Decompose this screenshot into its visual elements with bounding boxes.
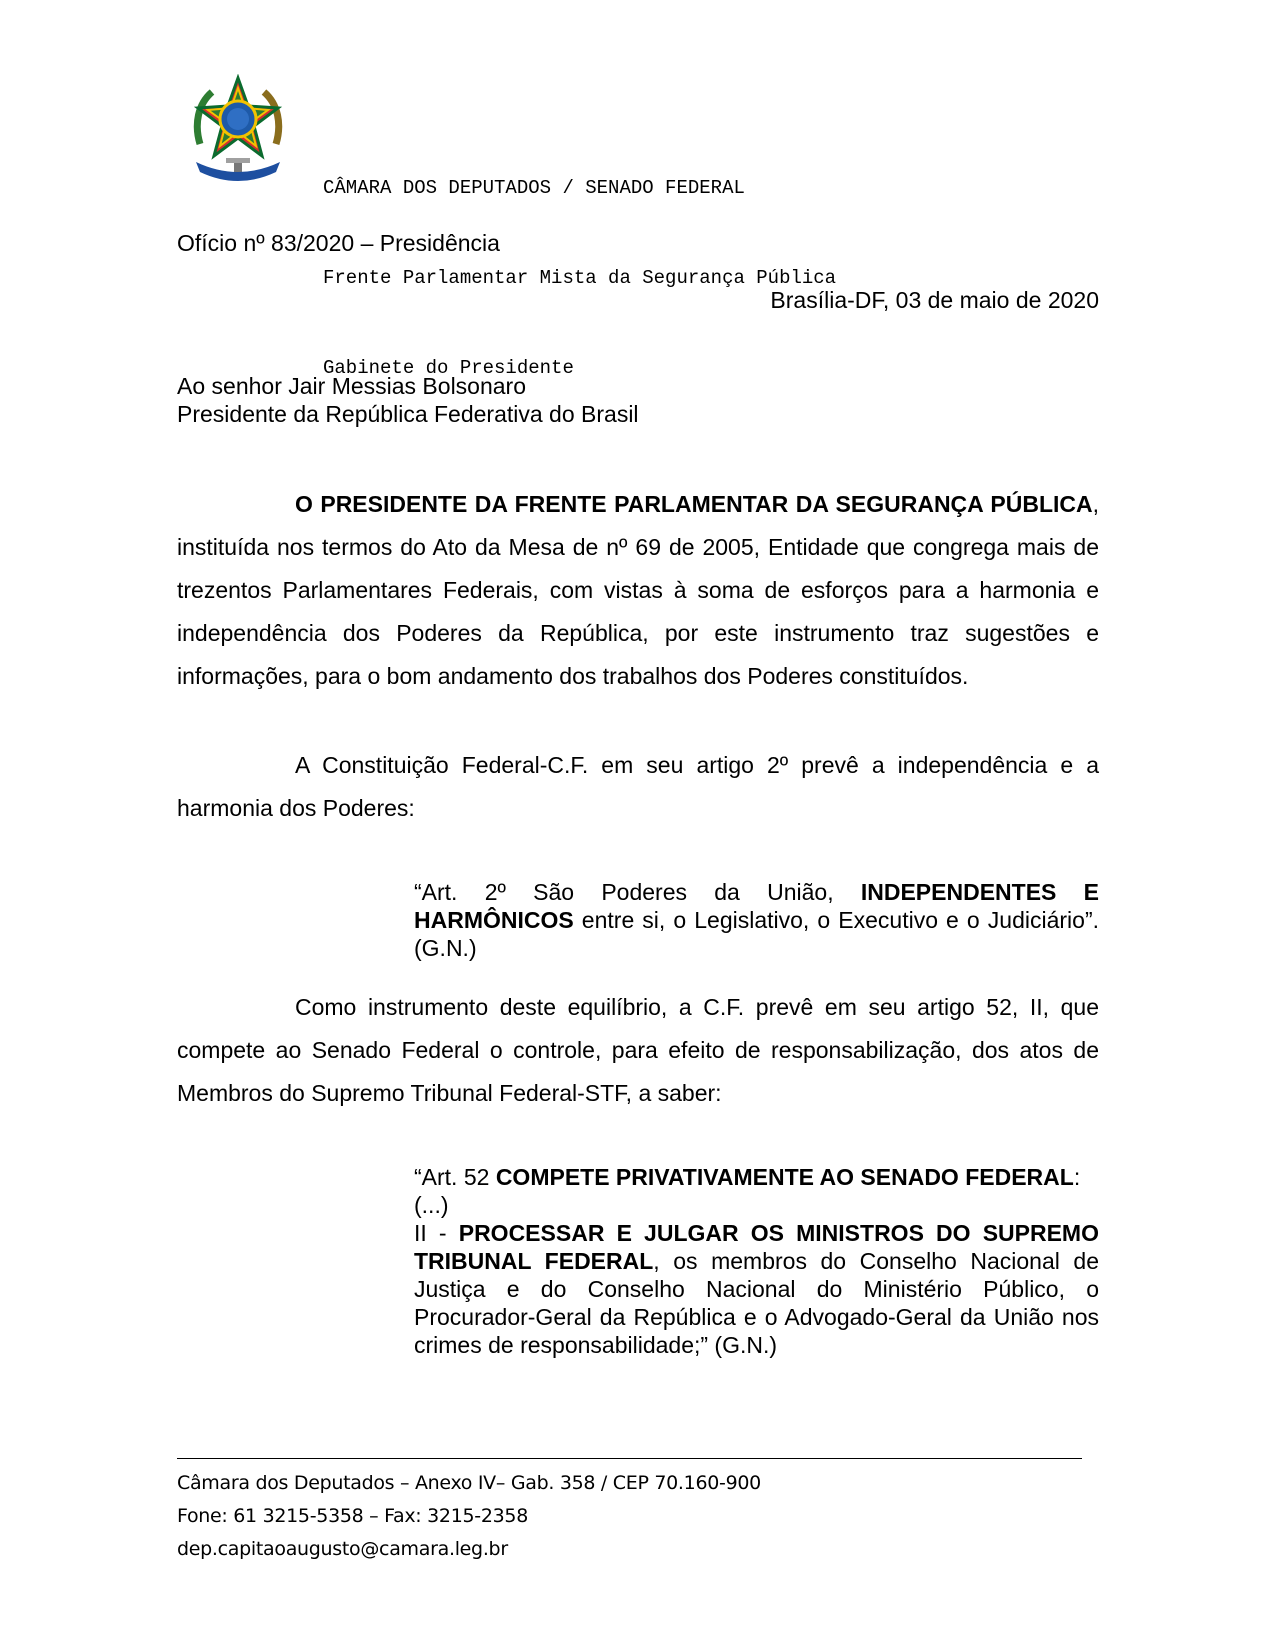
paragraph-1	[177, 483, 1099, 698]
quote-2-colon: :	[1073, 1164, 1081, 1190]
addressee-name: Ao senhor Jair Messias Bolsonaro	[177, 373, 526, 399]
quote-2-item-number: II -	[414, 1220, 459, 1246]
quote-1-start: “Art. 2º São Poderes da União,	[414, 879, 861, 905]
document-date: Brasília-DF, 03 de maio de 2020	[770, 287, 1099, 313]
paragraph-2: A Constituição Federal-C.F. em seu artigo 2º prevê a independência e a harmonia dos Poderes:	[177, 752, 1099, 821]
brazil-coat-of-arms-icon	[190, 74, 286, 186]
document-reference: Ofício nº 83/2020 – Presidência	[177, 230, 500, 256]
quote-2-ellipsis: (...)	[414, 1192, 449, 1218]
quote-2-heading	[414, 1163, 1099, 1191]
quote-1-end: entre si, o Legislativo, o Executivo e o Judiciário”.(G.N.)	[414, 907, 1099, 961]
footer-phone: Fone: 61 3215-5358 – Fax: 3215-2358	[177, 1505, 528, 1527]
quote-2-bold: COMPETE PRIVATIVAMENTE AO SENADO FEDERAL	[495, 1164, 1074, 1190]
paragraph-1-bold: O PRESIDENTE DA FRENTE PARLAMENTAR DA SEGURANÇA PÚBLICA	[295, 491, 1093, 517]
quote-2-start: “Art. 52	[414, 1164, 496, 1190]
addressee-title: Presidente da República Federativa do Brasil	[177, 401, 639, 427]
quote-2-item-end: , os membros do Conselho Nacional de Justiça e do Conselho Nacional do Ministério Público, o Procurador-Geral da República e o Advogado-Geral da União nos crimes de responsabilidade;” (G.N.)	[414, 1248, 1100, 1358]
footer-address: Câmara dos Deputados – Anexo IV– Gab. 358 / CEP 70.160-900	[177, 1472, 761, 1494]
letterhead-line-3: Gabinete do Presidente	[323, 357, 574, 379]
addressee-block	[177, 372, 639, 428]
footer-divider	[177, 1458, 1082, 1459]
footer-email: dep.capitaoaugusto@camara.leg.br	[177, 1538, 508, 1560]
letterhead	[323, 113, 836, 413]
letterhead-line-1: CÂMARA DOS DEPUTADOS / SENADO FEDERAL	[323, 177, 745, 199]
paragraph-1-text: , instituída nos termos do Ato da Mesa de nº 69 de 2005, Entidade que congrega mais de trezentos Parlamentares Federais, com vistas à soma de esforços para a harmonia e independência dos Poderes da República, por este instrumento traz sugestões e informações, para o bom andamento dos trabalhos dos Poderes constituídos.	[177, 491, 1099, 689]
quote-1-bold: INDEPENDENTES E HARMÔNICOS	[414, 879, 1099, 933]
quote-article-2	[414, 878, 1099, 962]
quote-article-52	[414, 1163, 1099, 1359]
quote-2-item	[414, 1219, 1099, 1359]
footer	[177, 1467, 761, 1566]
quote-2-item-bold: PROCESSAR E JULGAR OS MINISTROS DO SUPREMO TRIBUNAL FEDERAL	[414, 1220, 1099, 1274]
letterhead-line-2: Frente Parlamentar Mista da Segurança Pública	[323, 267, 837, 289]
paragraph-3: Como instrumento deste equilíbrio, a C.F. prevê em seu artigo 52, II, que compete ao Senado Federal o controle, para efeito de responsabilização, dos atos de Membros do Supremo Tribunal Federal-STF, a saber:	[177, 994, 1099, 1106]
